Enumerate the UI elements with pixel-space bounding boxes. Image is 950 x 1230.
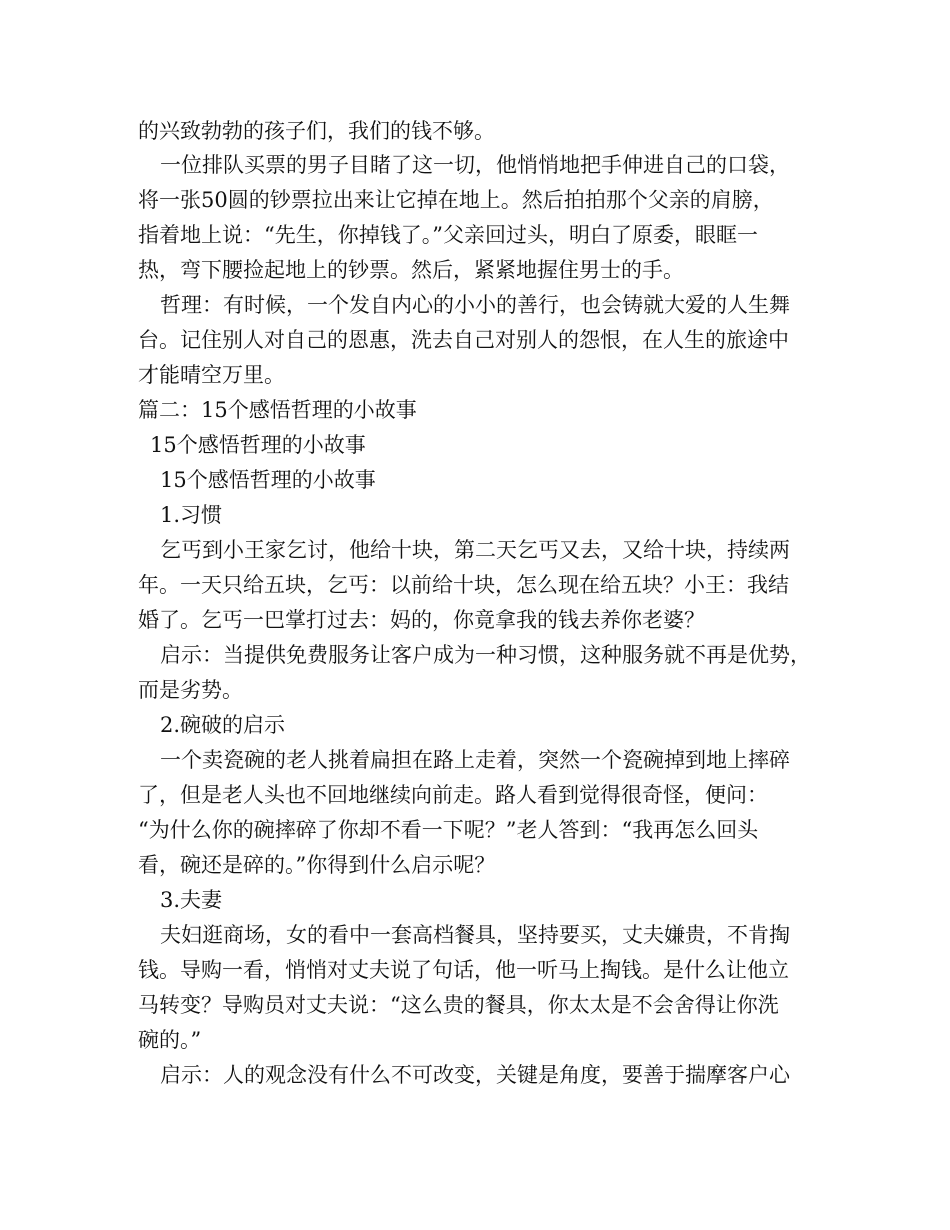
text-line: 年。一天只给五块，乞丐：以前给十块，怎么现在给五块？小王：我结: [138, 573, 789, 597]
text-line: 钱。导购一看，悄悄对丈夫说了句话，他一听马上掏钱。是什么让他立: [138, 958, 789, 982]
text-line: 乞丐到小王家乞讨，他给十块，第二天乞丐又去，又给十块，持续两: [160, 538, 790, 562]
text-line: 热，弯下腰捡起地上的钞票。然后，紧紧地握住男士的手。: [138, 258, 684, 282]
text-line: 启示：人的观念没有什么不可改变，关键是角度，要善于揣摩客户心: [160, 1063, 790, 1087]
section-heading: 篇二：15个感悟哲理的小故事: [138, 398, 417, 422]
story-heading: 1.习惯: [160, 503, 223, 527]
text-line: 看，碗还是碎的。”你得到什么启示呢？: [138, 853, 496, 877]
text-line: 哲理：有时候，一个发自内心的小小的善行，也会铸就大爱的人生舞: [160, 293, 790, 317]
text-line: 而是劣势。: [138, 678, 243, 702]
text-line: 指着地上说：“先生，你掉钱了。”父亲回过头，明白了原委，眼眶一: [138, 223, 758, 247]
text-line: 婚了。乞丐一巴掌打过去：妈的，你竟拿我的钱去养你老婆？: [138, 608, 705, 632]
story-heading: 2.碗破的启示: [160, 713, 286, 737]
text-line: 马转变？导购员对丈夫说：“这么贵的餐具，你太太是不会舍得让你洗: [138, 993, 779, 1017]
document-subtitle: 15个感悟哲理的小故事: [160, 468, 376, 492]
text-line: 碗的。”: [138, 1028, 202, 1052]
text-line: 了，但是老人头也不回地继续向前走。路人看到觉得很奇怪，便问：: [138, 783, 768, 807]
text-line: 一个卖瓷碗的老人挑着扁担在路上走着，突然一个瓷碗掉到地上摔碎: [160, 748, 790, 772]
document-title: 15个感悟哲理的小故事: [150, 433, 366, 457]
text-line: 将一张50圆的钞票拉出来让它掉在地上。然后拍拍那个父亲的肩膀，: [138, 188, 774, 212]
story-heading: 3.夫妻: [160, 888, 223, 912]
text-line: “为什么你的碗摔碎了你却不看一下呢？”老人答到：“我再怎么回头: [138, 818, 759, 842]
text-line: 台。记住别人对自己的恩惠，洗去自己对别人的怨恨，在人生的旅途中: [138, 328, 789, 352]
text-line: 才能晴空万里。: [138, 363, 285, 387]
text-line: 一位排队买票的男子目睹了这一切，他悄悄地把手伸进自己的口袋，: [160, 153, 790, 177]
text-line: 的兴致勃勃的孩子们，我们的钱不够。: [138, 119, 495, 143]
text-line: 启示：当提供免费服务让客户成为一种习惯，这种服务就不再是优势，: [160, 643, 811, 667]
text-line: 夫妇逛商场，女的看中一套高档餐具，坚持要买，丈夫嫌贵，不肯掏: [160, 923, 790, 947]
